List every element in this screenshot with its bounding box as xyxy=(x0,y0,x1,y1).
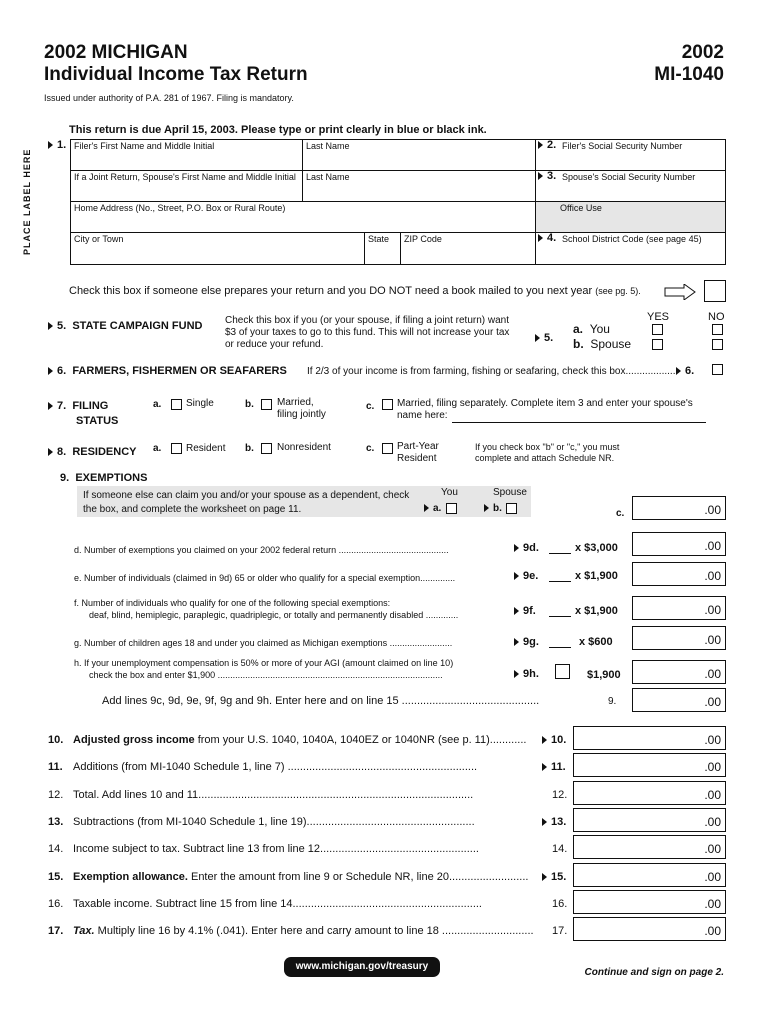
last-name-field[interactable] xyxy=(303,153,534,169)
resident-checkbox[interactable] xyxy=(171,443,182,454)
line-description-bold: Exemption allowance. xyxy=(73,871,188,883)
campaign-you-label: a. You xyxy=(573,322,610,336)
first-name-field[interactable] xyxy=(71,153,301,169)
line-9g-mult: x $600 xyxy=(579,636,613,648)
arrow-icon xyxy=(542,818,547,826)
line-amount-field[interactable] xyxy=(573,890,726,914)
line-description-text: Additions (from MI-1040 Schedule 1, line 7) .............................................................. xyxy=(73,761,478,773)
line-description xyxy=(73,789,473,801)
line-description-text: from your U.S. 1040, 1040A, 1040EZ or 1040NR (see p. 11)............ xyxy=(194,734,527,746)
line-amount-cents: .00 xyxy=(704,733,721,747)
line-9d-text: d. Number of exemptions you claimed on your 2002 federal return ............................................ xyxy=(74,545,449,555)
zip-label: ZIP Code xyxy=(404,234,442,244)
dependent-you-header: You xyxy=(441,487,458,498)
filing-single-checkbox[interactable] xyxy=(171,399,182,410)
line-9f-count[interactable] xyxy=(549,616,571,617)
arrow-icon xyxy=(514,638,519,646)
grid-line xyxy=(70,170,726,171)
form-title-line1: 2002 MICHIGAN xyxy=(44,42,188,63)
arrow-icon xyxy=(542,763,547,771)
dependent-b-ref: b. xyxy=(484,503,502,514)
line-description xyxy=(73,761,477,773)
line-9h-text-2: check the box and enter $1,900 .......................................................................................... xyxy=(89,670,443,680)
campaign-you-no-checkbox[interactable] xyxy=(712,324,723,335)
home-address-field[interactable] xyxy=(71,215,534,231)
filer-ssn-label: Filer's Social Security Number xyxy=(562,141,683,151)
line-7-label-2: STATUS xyxy=(76,415,119,427)
line-amount-field[interactable] xyxy=(573,753,726,777)
line-9d-ref: 9d. xyxy=(514,542,539,554)
arrow-icon xyxy=(535,334,540,342)
line-description-bold: Adjusted gross income xyxy=(73,734,195,746)
line-number: 15. xyxy=(48,871,64,883)
line-description-text: Total. Add lines 10 and 11.......................................................................................... xyxy=(73,789,474,801)
arrow-icon xyxy=(424,504,429,512)
arrow-icon xyxy=(542,873,547,881)
campaign-desc-2: $3 of your taxes to go to this fund. This will not increase your tax xyxy=(225,327,510,338)
form-title-line2: Individual Income Tax Return xyxy=(44,64,308,85)
dependent-text-2: the box, and complete the worksheet on page 11. xyxy=(83,504,302,515)
line-9e-mult: x $1,900 xyxy=(575,570,618,582)
line-ref-text: 15. xyxy=(551,871,567,883)
part-year-label-2: Resident xyxy=(397,453,437,464)
line-description xyxy=(73,843,479,855)
line-amount-cents: .00 xyxy=(704,760,721,774)
line-1-number: 1. xyxy=(48,139,66,151)
residency-a-letter: a. xyxy=(153,443,162,454)
spouse-last-name-field[interactable] xyxy=(303,184,534,200)
arrow-icon xyxy=(48,322,53,330)
arrow-icon xyxy=(48,367,53,375)
spouse-first-name-field[interactable] xyxy=(71,184,301,200)
filer-ssn-field[interactable] xyxy=(536,153,725,169)
office-use-label: Office Use xyxy=(560,203,602,213)
line-description xyxy=(73,898,482,910)
spouse-name-field[interactable] xyxy=(452,422,706,423)
nonresident-label: Nonresident xyxy=(277,442,331,453)
dependent-a-ref: a. xyxy=(424,503,441,514)
filing-single-label: Single xyxy=(186,398,214,409)
campaign-desc-3: or reduce your refund. xyxy=(225,339,324,350)
line-9e-ref: 9e. xyxy=(514,570,538,582)
line-description xyxy=(73,871,528,883)
line-number: 17. xyxy=(48,925,64,937)
due-notice: This return is due April 15, 2003. Please type or print clearly in blue or black ink. xyxy=(69,124,487,136)
line-amount-cents: .00 xyxy=(704,842,721,856)
line-amount-field[interactable] xyxy=(573,781,726,805)
spouse-last-name-label: Last Name xyxy=(306,172,350,182)
line-9d-mult: x $3,000 xyxy=(575,542,618,554)
line-9-total-amount[interactable]: .00 xyxy=(632,688,726,712)
arrow-icon xyxy=(48,448,53,456)
part-year-checkbox[interactable] xyxy=(382,443,393,454)
place-label-here: PLACE LABEL HERE xyxy=(22,148,32,255)
line-9g-text: g. Number of children ages 18 and under you claimed as Michigan exemptions ......................... xyxy=(74,638,453,648)
filing-separate-label-1: Married, filing separately. Complete item 3 and enter your spouse's xyxy=(397,398,693,409)
line-9c-amount[interactable]: .00 xyxy=(632,496,726,520)
dependent-you-checkbox[interactable] xyxy=(446,503,457,514)
form-year: 2002 xyxy=(681,42,724,63)
state-field[interactable] xyxy=(365,246,399,264)
line-ref-text: 11. xyxy=(551,761,566,773)
arrow-icon xyxy=(48,141,53,149)
form-id: MI-1040 xyxy=(654,64,724,85)
farmers-checkbox[interactable] xyxy=(712,364,723,375)
residency-c-letter: c. xyxy=(366,443,375,454)
line-description-bold: Tax. xyxy=(73,925,95,937)
line-number: 12. xyxy=(48,789,64,801)
campaign-desc-1: Check this box if you (or your spouse, if filing a joint return) want xyxy=(225,315,510,326)
line-description-text: Multiply line 16 by 4.1% (.041). Enter here and carry amount to line 18 .............................. xyxy=(94,925,534,937)
resident-label: Resident xyxy=(186,443,226,454)
line-9-total-text: Add lines 9c, 9d, 9e, 9f, 9g and 9h. Enter here and on line 15 ............................................. xyxy=(102,695,540,707)
continue-note: Continue and sign on page 2. xyxy=(584,967,724,978)
line-9e-amount[interactable]: .00 xyxy=(632,562,726,586)
line-3-number: 3. xyxy=(538,170,556,182)
line-ref xyxy=(542,816,566,828)
line-amount-field[interactable] xyxy=(573,917,726,941)
dependent-spouse-checkbox[interactable] xyxy=(506,503,517,514)
line-ref xyxy=(542,871,566,883)
line-9f-amount[interactable]: .00 xyxy=(632,596,726,620)
arrow-icon xyxy=(538,172,543,180)
line-number: 14. xyxy=(48,843,64,855)
line-ref xyxy=(552,843,567,855)
line-ref-text: 14. xyxy=(552,843,568,855)
line-9-total-ref: 9. xyxy=(608,696,617,707)
line-ref-text: 13. xyxy=(551,816,567,828)
preparer-checkbox[interactable] xyxy=(704,280,726,302)
spouse-ssn-field[interactable] xyxy=(536,184,725,200)
arrow-icon xyxy=(514,607,519,615)
arrow-icon xyxy=(538,234,543,242)
line-5-label: 5. STATE CAMPAIGN FUND xyxy=(48,320,202,332)
line-description-text: Subtractions (from MI-1040 Schedule 1, line 19)....................................................... xyxy=(73,816,475,828)
line-9e-text: e. Number of individuals (claimed in 9d) 65 or older who qualify for a special exemption.............. xyxy=(74,573,456,583)
first-name-label: Filer's First Name and Middle Initial xyxy=(74,141,215,151)
filing-c-letter: c. xyxy=(366,401,375,412)
line-9c-ref: c. xyxy=(616,508,625,519)
arrow-icon xyxy=(538,141,543,149)
city-field[interactable] xyxy=(71,246,363,264)
website-badge xyxy=(284,957,440,977)
line-9f-text-1: f. Number of individuals who qualify for one of the following special exemptions: xyxy=(74,598,391,608)
line-ref xyxy=(552,898,567,910)
last-name-label: Last Name xyxy=(306,141,350,151)
dependent-spouse-header: Spouse xyxy=(493,487,527,498)
line-amount-field[interactable] xyxy=(573,808,726,832)
line-9h-text-1: h. If your unemployment compensation is 50% or more of your AGI (amount claimed on line 10) xyxy=(74,658,454,668)
line-9d-count[interactable] xyxy=(549,553,571,554)
line-ref xyxy=(552,925,567,937)
arrow-icon xyxy=(48,402,53,410)
grid-line xyxy=(70,232,726,233)
line-5-ref: 5. xyxy=(535,332,553,344)
line-ref xyxy=(542,734,566,746)
line-9-label: 9. EXEMPTIONS xyxy=(60,472,148,484)
line-9f-mult: x $1,900 xyxy=(575,605,618,617)
spouse-first-name-label: If a Joint Return, Spouse's First Name and Middle Initial xyxy=(74,172,296,182)
line-9g-count[interactable] xyxy=(549,647,571,648)
line-9g-amount[interactable]: .00 xyxy=(632,626,726,650)
part-year-label-1: Part-Year xyxy=(397,441,439,452)
line-7-label: 7. FILING xyxy=(48,400,108,412)
arrow-icon xyxy=(484,504,489,512)
campaign-you-yes-checkbox[interactable] xyxy=(652,324,663,335)
filing-joint-label-1: Married, xyxy=(277,397,314,408)
school-code-field[interactable] xyxy=(536,246,725,264)
line-9h-amount[interactable]: .00 xyxy=(632,660,726,684)
campaign-spouse-yes-checkbox[interactable] xyxy=(652,339,663,350)
filing-a-letter: a. xyxy=(153,399,162,410)
line-4-number: 4. xyxy=(538,232,556,244)
line-2-number: 2. xyxy=(538,139,556,151)
line-ref-text: 12. xyxy=(552,789,568,801)
line-9h-checkbox[interactable] xyxy=(555,664,570,679)
arrow-icon xyxy=(676,367,681,375)
filing-separate-checkbox[interactable] xyxy=(382,399,393,410)
line-9f-ref: 9f. xyxy=(514,605,536,617)
line-ref xyxy=(552,789,567,801)
line-8-label: 8. RESIDENCY xyxy=(48,446,137,458)
filing-b-letter: b. xyxy=(245,399,254,410)
line-number: 16. xyxy=(48,898,64,910)
spouse-ssn-label: Spouse's Social Security Number xyxy=(562,172,696,182)
line-amount-cents: .00 xyxy=(704,788,721,802)
line-amount-field[interactable] xyxy=(573,863,726,887)
farmers-desc: If 2/3 of your income is from farming, fishing or seafaring, check this box.................. xyxy=(307,366,676,377)
line-9d-amount[interactable]: .00 xyxy=(632,532,726,556)
line-description xyxy=(73,734,526,746)
home-address-label: Home Address (No., Street, P.O. Box or Rural Route) xyxy=(74,203,286,213)
campaign-spouse-no-checkbox[interactable] xyxy=(712,339,723,350)
line-description-text: Income subject to tax. Subtract line 13 from line 12.................................................... xyxy=(73,843,479,855)
arrow-icon xyxy=(514,544,519,552)
line-amount-field[interactable] xyxy=(573,726,726,750)
preparer-check-text: Check this box if someone else prepares your return and you DO NOT need a book mailed to you next year (see pg. 5). xyxy=(69,285,641,297)
arrow-icon xyxy=(542,736,547,744)
dependent-text-1: If someone else can claim you and/or your spouse as a dependent, check xyxy=(83,490,410,501)
line-description xyxy=(73,816,475,828)
line-description-text: Enter the amount from line 9 or Schedule NR, line 20.......................... xyxy=(187,871,529,883)
line-amount-cents: .00 xyxy=(704,815,721,829)
line-ref xyxy=(542,761,566,773)
line-6-label: 6. FARMERS, FISHERMEN OR SEAFARERS xyxy=(48,365,287,377)
line-9h-mult: $1,900 xyxy=(587,669,621,681)
filing-joint-label-2: filing jointly xyxy=(277,409,326,420)
school-code-label: School District Code (see page 45) xyxy=(562,234,702,244)
no-header: NO xyxy=(708,311,725,323)
line-amount-cents: .00 xyxy=(704,924,721,938)
residency-b-letter: b. xyxy=(245,443,254,454)
line-9e-count[interactable] xyxy=(549,581,571,582)
line-amount-cents: .00 xyxy=(704,870,721,884)
arrow-icon xyxy=(514,572,519,580)
arrow-icon xyxy=(514,670,519,678)
zip-field[interactable] xyxy=(401,246,534,264)
line-9g-ref: 9g. xyxy=(514,636,539,648)
residency-note-1: If you check box "b" or "c," you must xyxy=(475,442,620,452)
line-amount-field[interactable] xyxy=(573,835,726,859)
line-9f-text-2: deaf, blind, hemiplegic, paraplegic, quadriplegic, or totally and permanently disabled ............. xyxy=(89,610,459,620)
line-description-text: Taxable income. Subtract line 15 from line 14.............................................................. xyxy=(73,898,482,910)
line-ref-text: 10. xyxy=(551,734,567,746)
filing-joint-checkbox[interactable] xyxy=(261,399,272,410)
website-text: www.michigan.gov/treasury xyxy=(295,961,429,972)
residency-note-2: complete and attach Schedule NR. xyxy=(475,453,615,463)
line-9h-ref: 9h. xyxy=(514,668,539,680)
yes-header: YES xyxy=(647,311,670,323)
authority-note: Issued under authority of P.A. 281 of 1967. Filing is mandatory. xyxy=(44,93,294,103)
nonresident-checkbox[interactable] xyxy=(261,443,272,454)
arrow-right-icon xyxy=(664,284,696,300)
line-6-ref: 6. xyxy=(676,365,694,377)
line-number: 11. xyxy=(48,761,63,773)
city-label: City or Town xyxy=(74,234,124,244)
state-label: State xyxy=(368,234,390,244)
line-number: 13. xyxy=(48,816,64,828)
line-amount-cents: .00 xyxy=(704,897,721,911)
line-ref-text: 17. xyxy=(552,925,568,937)
line-description xyxy=(73,925,534,937)
campaign-spouse-label: b. Spouse xyxy=(573,337,632,351)
filing-separate-label-2: name here: xyxy=(397,410,448,421)
line-ref-text: 16. xyxy=(552,898,568,910)
line-number: 10. xyxy=(48,734,64,746)
